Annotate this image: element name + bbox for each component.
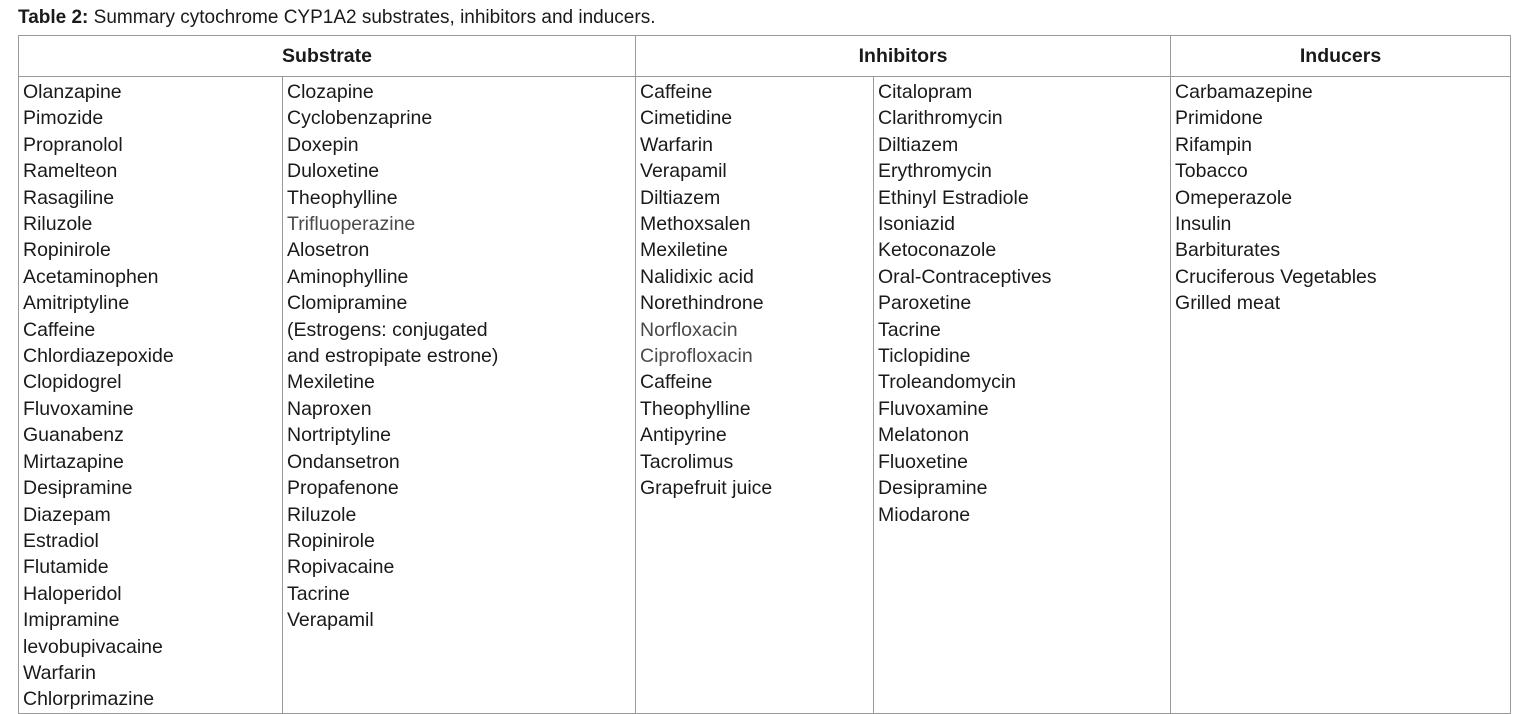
list-item: Desipramine: [23, 477, 133, 500]
list-item: Miodarone: [878, 503, 971, 526]
list-item: Clopidogrel: [23, 371, 122, 394]
list-item: Diltiazem: [640, 186, 721, 209]
list-item: Carbamazepine: [1175, 81, 1313, 103]
list-item: Isoniazid: [878, 213, 955, 236]
list-item: Theophylline: [640, 397, 751, 420]
header-inducers: Inducers: [1171, 36, 1511, 77]
list-item: Cimetidine: [640, 107, 733, 130]
header-inhibitors: Inhibitors: [636, 36, 1171, 77]
list-item: Theophylline: [287, 186, 398, 209]
list-item: Estradiol: [23, 529, 99, 552]
list-item: Riluzole: [287, 503, 357, 526]
list-item: Ropivacaine: [287, 556, 395, 579]
list-item: (Estrogens: conjugated: [287, 318, 488, 341]
list-item: Olanzapine: [23, 81, 122, 103]
list-item: Rasagiline: [23, 186, 115, 209]
list-item: Desipramine: [878, 477, 988, 500]
list-item: Barbiturates: [1175, 239, 1281, 262]
list-item: Doxepin: [287, 133, 359, 156]
list-item: Chlordiazepoxide: [23, 345, 174, 368]
list-item: Diltiazem: [878, 133, 959, 156]
list-item: Naproxen: [287, 397, 372, 420]
substrate-list-1: [23, 79, 282, 713]
list-item: Aminophylline: [287, 265, 409, 288]
list-item: Verapamil: [640, 160, 727, 183]
list-item: Verapamil: [287, 609, 374, 632]
table-row: [19, 77, 1511, 714]
list-item: Rifampin: [1175, 133, 1252, 156]
header-row: [19, 36, 1511, 77]
list-item: Haloperidol: [23, 582, 122, 605]
list-item: Mexiletine: [640, 239, 728, 262]
list-item: Amitriptyline: [23, 292, 130, 315]
list-item: Trifluoperazine: [287, 213, 416, 236]
list-item: Clarithromycin: [878, 107, 1003, 130]
list-item: Riluzole: [23, 213, 93, 236]
list-item: and estropipate estrone): [287, 345, 499, 368]
list-item: Erythromycin: [878, 160, 992, 183]
list-item: Citalopram: [878, 81, 973, 103]
list-item: Grilled meat: [1175, 292, 1281, 315]
list-item: Fluoxetine: [878, 450, 968, 473]
list-item: Ondansetron: [287, 450, 400, 473]
list-item: Imipramine: [23, 609, 120, 632]
list-item: Fluvoxamine: [878, 397, 989, 420]
list-item: Diazepam: [23, 503, 111, 526]
substrate-column-2: [283, 77, 636, 714]
list-item: Propafenone: [287, 477, 399, 500]
list-item: Clozapine: [287, 81, 374, 103]
list-item: Fluvoxamine: [23, 397, 134, 420]
list-item: Ticlopidine: [878, 345, 971, 368]
list-item: Caffeine: [640, 371, 713, 394]
list-item: Tacrine: [287, 582, 350, 605]
list-item: Ketoconazole: [878, 239, 997, 262]
inducers-column: [1171, 77, 1511, 714]
list-item: Ropinirole: [23, 239, 111, 262]
list-item: Pimozide: [23, 107, 104, 130]
list-item: Mexiletine: [287, 371, 375, 394]
list-item: Nortriptyline: [287, 424, 392, 447]
list-item: Norfloxacin: [640, 318, 738, 341]
list-item: Ropinirole: [287, 529, 375, 552]
list-item: Antipyrine: [640, 424, 727, 447]
list-item: Caffeine: [23, 318, 96, 341]
table-caption: [18, 7, 655, 29]
inducers-list: [1175, 79, 1510, 317]
list-item: Ciprofloxacin: [640, 345, 753, 368]
inhibitors-column-1: [636, 77, 874, 714]
list-item: Paroxetine: [878, 292, 972, 315]
list-item: Duloxetine: [287, 160, 380, 183]
list-item: Nalidixic acid: [640, 265, 754, 288]
list-item: Cyclobenzaprine: [287, 107, 433, 130]
list-item: Primidone: [1175, 107, 1263, 130]
caption-text: Summary cytochrome CYP1A2 substrates, inhibitors and inducers.: [88, 7, 656, 28]
inhibitors-list-2: [878, 79, 1170, 528]
list-item: Methoxsalen: [640, 213, 751, 236]
list-item: levobupivacaine: [23, 635, 163, 658]
list-item: Chlorprimazine: [23, 688, 155, 711]
list-item: Oral-Contraceptives: [878, 265, 1052, 288]
list-item: Clomipramine: [287, 292, 408, 315]
list-item: Melatonon: [878, 424, 970, 447]
list-item: Warfarin: [640, 133, 713, 156]
list-item: Acetaminophen: [23, 265, 159, 288]
list-item: Tacrolimus: [640, 450, 734, 473]
list-item: Insulin: [1175, 213, 1232, 236]
inhibitors-column-2: [874, 77, 1171, 714]
list-item: Propranolol: [23, 133, 123, 156]
list-item: Ramelteon: [23, 160, 118, 183]
list-item: Troleandomycin: [878, 371, 1017, 394]
list-item: Alosetron: [287, 239, 370, 262]
list-item: Tobacco: [1175, 160, 1248, 183]
substrate-column-1: [19, 77, 283, 714]
header-substrate: Substrate: [19, 36, 636, 77]
cyp1a2-table: [18, 35, 1511, 714]
list-item: Mirtazapine: [23, 450, 124, 473]
list-item: Omeperazole: [1175, 186, 1293, 209]
inhibitors-list-1: [640, 79, 873, 502]
list-item: Guanabenz: [23, 424, 124, 447]
caption-label: Table 2:: [18, 7, 89, 28]
list-item: Norethindrone: [640, 292, 764, 315]
list-item: Caffeine: [640, 81, 713, 103]
list-item: Flutamide: [23, 556, 109, 579]
list-item: Cruciferous Vegetables: [1175, 265, 1377, 288]
substrate-list-2: [287, 79, 635, 634]
list-item: Tacrine: [878, 318, 941, 341]
list-item: Ethinyl Estradiole: [878, 186, 1029, 209]
list-item: Grapefruit juice: [640, 477, 773, 500]
list-item: Warfarin: [23, 661, 96, 684]
